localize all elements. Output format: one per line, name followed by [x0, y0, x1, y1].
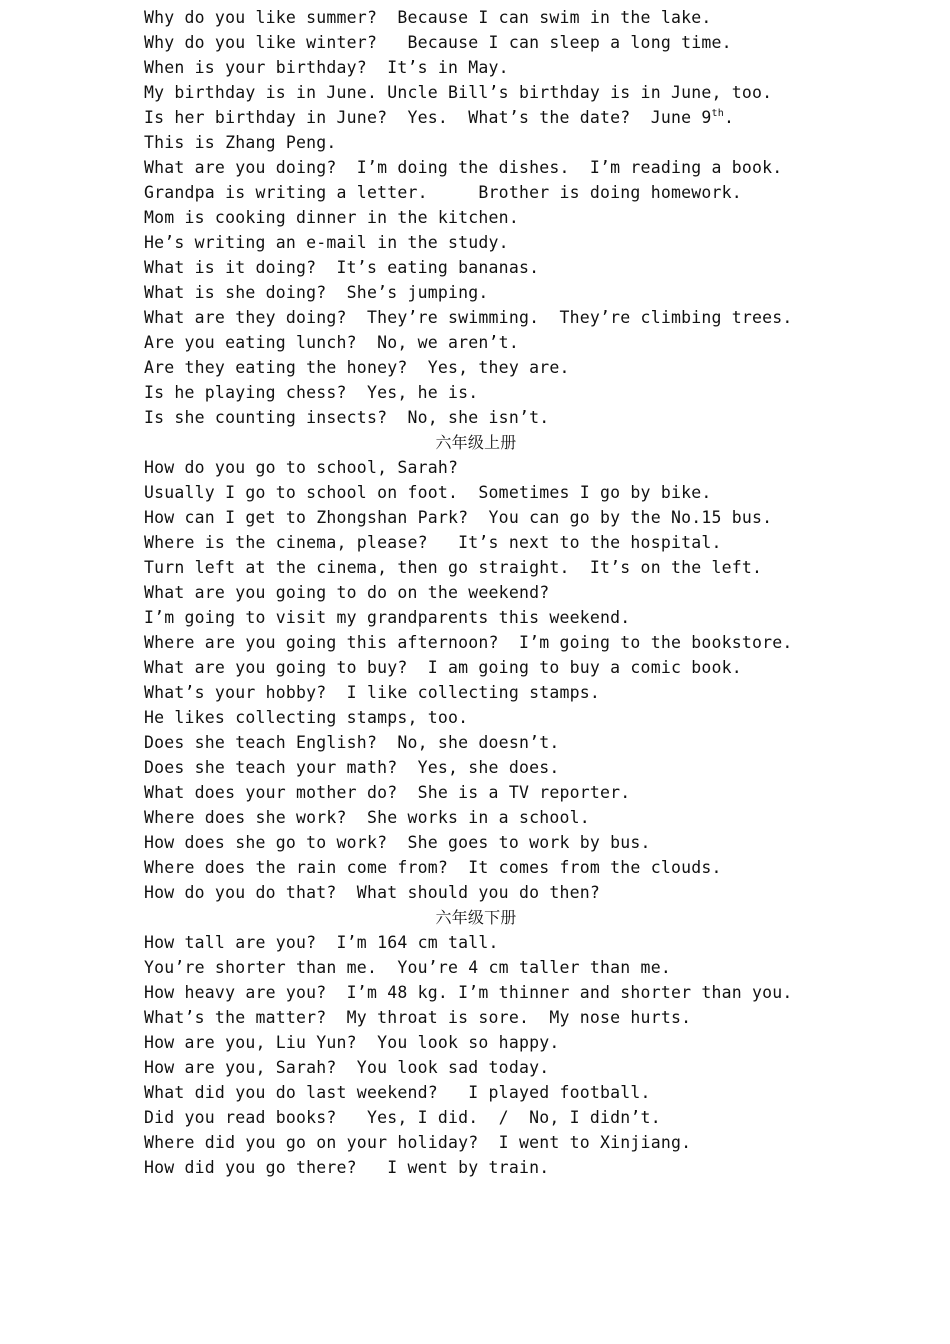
text-line: What are they doing? They’re swimming. They’re climbing trees. [144, 308, 793, 327]
text-line: What’s the matter? My throat is sore. My nose hurts. [144, 1008, 692, 1027]
ordinal-suffix: th [711, 108, 724, 119]
text-line: Where did you go on your holiday? I went to Xinjiang. [144, 1133, 692, 1152]
text-line: What are you doing? I’m doing the dishes. I’m reading a book. [144, 158, 783, 177]
text-line: How can I get to Zhongshan Park? You can go by the No.15 bus. [144, 508, 773, 527]
text-line: Turn left at the cinema, then go straight. It’s on the left. [144, 558, 763, 577]
text-line: How do you go to school, Sarah? [144, 458, 459, 477]
text-line: Where does she work? She works in a school. [144, 808, 590, 827]
text-line: How heavy are you? I’m 48 kg. I’m thinner and shorter than you. [144, 983, 793, 1002]
text-line: How are you, Liu Yun? You look so happy. [144, 1033, 560, 1052]
date-line-tail: . [723, 108, 735, 127]
text-line: Why do you like summer? Because I can swim in the lake. [144, 8, 712, 27]
text-line: I’m going to visit my grandparents this weekend. [144, 608, 631, 627]
text-line: How does she go to work? She goes to work by bus. [144, 833, 651, 852]
text-line: Where does the rain come from? It comes from the clouds. [144, 858, 722, 877]
text-line: How are you, Sarah? You look sad today. [144, 1058, 550, 1077]
text-line: Are they eating the honey? Yes, they are. [144, 358, 570, 377]
date-line [144, 105, 808, 130]
section-heading-grade6-vol2: 六年级下册 [435, 908, 517, 927]
text-line: My birthday is in June. Uncle Bill’s birthday is in June, too. [144, 83, 773, 102]
text-line: He’s writing an e-mail in the study. [144, 233, 509, 252]
text-line: Grandpa is writing a letter. Brother is doing homework. [144, 183, 742, 202]
text-line: Usually I go to school on foot. Sometimes I go by bike. [144, 483, 712, 502]
text-line: Does she teach English? No, she doesn’t. [144, 733, 560, 752]
text-line: Is she counting insects? No, she isn’t. [144, 408, 550, 427]
text-line: He likes collecting stamps, too. [144, 708, 469, 727]
text-line: Does she teach your math? Yes, she does. [144, 758, 560, 777]
text-line: What is she doing? She’s jumping. [144, 283, 489, 302]
text-line: This is Zhang Peng. [144, 133, 337, 152]
text-line: Did you read books? Yes, I did. / No, I didn’t. [144, 1108, 661, 1127]
section-heading-grade6-vol1: 六年级上册 [435, 433, 517, 452]
text-line: Is he playing chess? Yes, he is. [144, 383, 479, 402]
text-line: When is your birthday? It’s in May. [144, 58, 509, 77]
text-line: What are you going to do on the weekend? [144, 583, 550, 602]
document-page [144, 5, 808, 1180]
text-line: Mom is cooking dinner in the kitchen. [144, 208, 519, 227]
text-line: What does your mother do? She is a TV reporter. [144, 783, 631, 802]
text-line: Are you eating lunch? No, we aren’t. [144, 333, 519, 352]
text-line: Why do you like winter? Because I can sleep a long time. [144, 33, 732, 52]
text-line: How did you go there? I went by train. [144, 1158, 550, 1177]
text-line: What is it doing? It’s eating bananas. [144, 258, 540, 277]
text-line: What did you do last weekend? I played football. [144, 1083, 651, 1102]
text-line: How tall are you? I’m 164 cm tall. [144, 933, 499, 952]
text-line: Where are you going this afternoon? I’m going to the bookstore. [144, 633, 793, 652]
text-line: What are you going to buy? I am going to buy a comic book. [144, 658, 742, 677]
date-line-text: Is her birthday in June? Yes. What’s the date? June 9 [144, 108, 712, 127]
text-line: What’s your hobby? I like collecting stamps. [144, 683, 601, 702]
text-line: Where is the cinema, please? It’s next to the hospital. [144, 533, 722, 552]
text-line: How do you do that? What should you do then? [144, 883, 601, 902]
text-line: You’re shorter than me. You’re 4 cm taller than me. [144, 958, 671, 977]
